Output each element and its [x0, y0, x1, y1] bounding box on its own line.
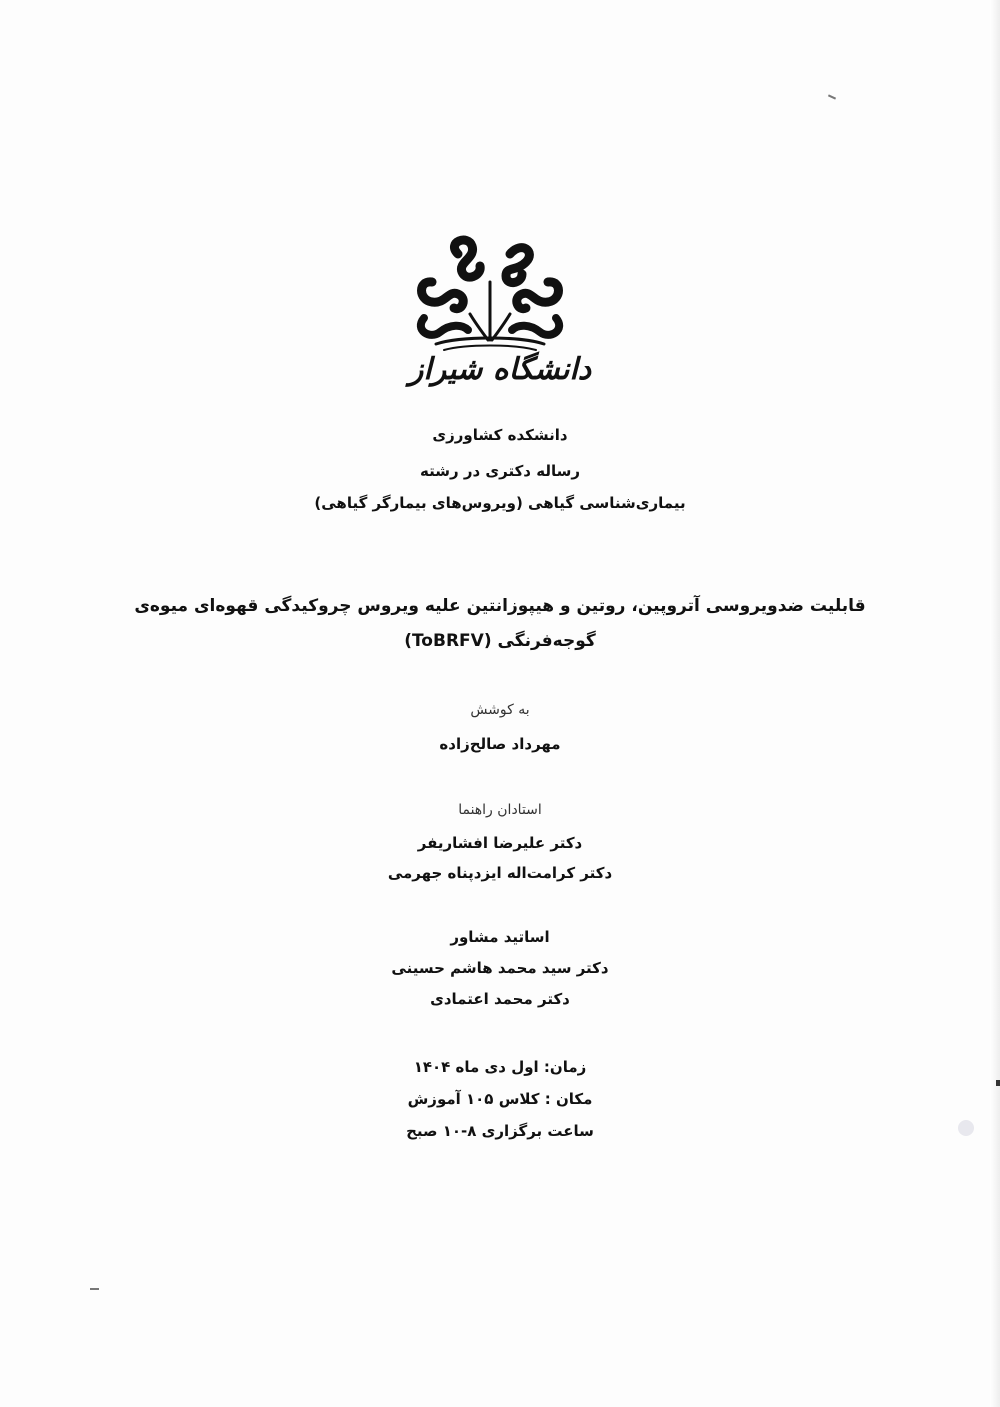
advisor-name: دکتر سید محمد هاشم حسینی — [391, 959, 609, 977]
degree-line: رساله دکتری در رشته — [420, 462, 580, 480]
advisors-label: اساتید مشاور — [450, 928, 550, 946]
faculty-name: دانشکده کشاورزی — [432, 426, 568, 444]
university-logo-text: دانشگاه شیراز — [408, 352, 592, 387]
thesis-title-line-2: گوجه‌فرنگی (ToBRFV) — [404, 631, 596, 651]
supervisor-name: دکتر علیرضا افشاریفر — [417, 834, 583, 852]
thesis-title-line-1: قابلیت ضدویروسی آتروپین، روتین و هیپوزانتین علیه ویروس چروکیدگی قهوه‌ای میوه‌ی — [134, 596, 866, 616]
scan-speck — [90, 1288, 99, 1290]
defense-place: مکان : کلاس ۱۰۵ آموزش — [407, 1090, 593, 1108]
supervisor-name: دکتر کرامت‌اله ایزدپناه جهرمی — [387, 864, 613, 882]
author-label: به کوشش — [470, 702, 530, 718]
defense-time: ساعت برگزاری ۸-۱۰ صبح — [406, 1122, 594, 1140]
advisor-name: دکتر محمد اعتمادی — [430, 990, 570, 1008]
supervisors-label: استادان راهنما — [458, 802, 542, 818]
field-of-study: بیماری‌شناسی گیاهی (ویروس‌های بیمارگر گیاهی) — [314, 494, 686, 512]
defense-date: زمان: اول دی ماه ۱۴۰۴ — [413, 1058, 587, 1076]
scan-speck — [828, 94, 836, 99]
scan-speck — [996, 1080, 1000, 1086]
author-name: مهرداد صالح‌زاده — [439, 735, 561, 753]
